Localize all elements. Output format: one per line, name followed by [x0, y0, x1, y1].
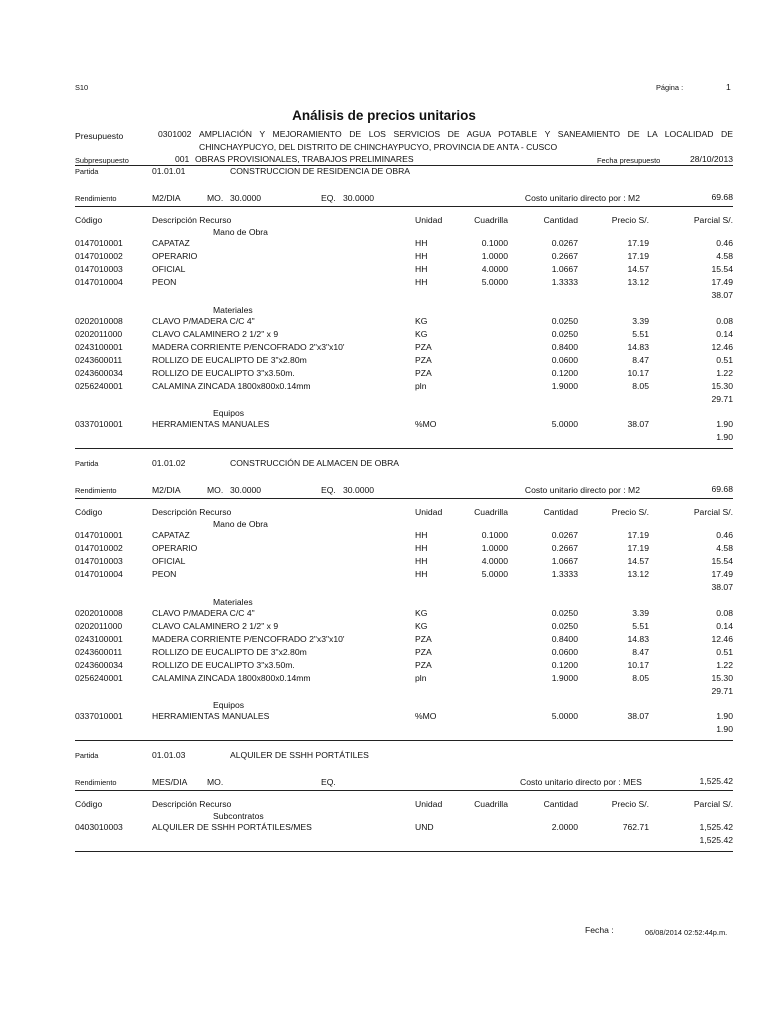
mo-label: MO.: [207, 485, 224, 495]
table-row: [0, 530, 768, 543]
partida-divider: [75, 448, 733, 449]
resource-code: 0243600011: [75, 354, 123, 365]
table-row: [0, 264, 768, 277]
col-unidad-header: Unidad: [415, 799, 443, 809]
group-subtotal: 38.07: [711, 582, 733, 593]
group-subtotal: 29.71: [711, 394, 733, 405]
partida-block: [0, 166, 768, 443]
resource-code: 0147010002: [75, 251, 123, 262]
col-cuadrilla-header: Cuadrilla: [474, 799, 508, 809]
resource-code: 0202010008: [75, 607, 123, 618]
resource-description: CLAVO P/MADERA C/C 4": [152, 315, 255, 326]
rendimiento-unit: M2/DIA: [152, 485, 181, 495]
resource-precio: 38.07: [627, 711, 649, 722]
resource-cantidad: 0.0250: [551, 620, 578, 631]
resource-code: 0243600011: [75, 646, 123, 657]
resource-cantidad: 1.3333: [551, 569, 578, 580]
resource-unit: KG: [415, 315, 428, 326]
resource-cantidad: 0.0600: [551, 354, 578, 365]
resource-unit: PZA: [415, 646, 432, 657]
resource-description: CLAVO P/MADERA C/C 4": [152, 607, 255, 618]
resource-description: CLAVO CALAMINERO 2 1/2" x 9: [152, 620, 279, 631]
mo-value: 30.0000: [230, 193, 262, 203]
partida-name: CONSTRUCCION DE RESIDENCIA DE OBRA: [230, 166, 411, 176]
resource-cantidad: 0.0267: [551, 238, 578, 248]
mo-label: MO.: [207, 777, 224, 787]
resource-unit: KG: [415, 620, 428, 631]
group-heading: Mano de Obra: [213, 227, 268, 237]
costo-unitario-label: Costo unitario directo por : M2: [524, 193, 640, 203]
resource-cantidad: 0.2667: [551, 543, 578, 554]
resource-cantidad: 0.8400: [551, 633, 578, 644]
costo-unitario-value: 69.68: [711, 484, 733, 494]
resource-unit: pln: [415, 381, 427, 391]
resource-precio: 13.12: [627, 569, 649, 580]
partida-divider: [75, 740, 733, 741]
resource-cantidad: 0.1200: [551, 367, 578, 378]
resource-unit: %MO: [415, 711, 437, 722]
resource-unit: PZA: [415, 354, 432, 365]
resource-parcial: 0.46: [716, 530, 733, 540]
resource-precio: 17.19: [627, 530, 649, 540]
resource-description: ROLLIZO DE EUCALIPTO 3"x3.50m.: [152, 659, 295, 670]
resource-code: 0202010008: [75, 315, 123, 326]
resource-code: 0243600034: [75, 367, 123, 378]
resource-precio: 14.57: [627, 264, 649, 275]
table-row: [0, 329, 768, 342]
resource-description: OFICIAL: [152, 556, 186, 567]
presupuesto-label: Presupuesto: [75, 131, 124, 141]
resource-parcial: 12.46: [711, 633, 733, 644]
resource-precio: 5.51: [632, 620, 649, 631]
resource-code: 0337010001: [75, 419, 123, 430]
resource-code: 0147010003: [75, 556, 123, 567]
subpresupuesto-desc: OBRAS PROVISIONALES, TRABAJOS PRELIMINARES: [195, 154, 414, 164]
table-row: [0, 381, 768, 394]
partida-block: [0, 458, 768, 735]
table-row: [0, 543, 768, 556]
col-unidad-header: Unidad: [415, 507, 443, 517]
table-row: [0, 277, 768, 290]
group-subtotal: 1.90: [716, 724, 733, 735]
group-heading: Materiales: [213, 304, 253, 315]
resource-precio: 3.39: [632, 315, 649, 326]
eq-value: 30.0000: [343, 193, 375, 203]
resource-parcial: 4.58: [716, 543, 733, 554]
resource-code: 0243600034: [75, 659, 123, 670]
resource-cantidad: 0.0250: [551, 315, 578, 326]
resource-description: ALQUILER DE SSHH PORTÁTILES/MES: [152, 822, 312, 832]
group-heading: Materiales: [213, 596, 253, 607]
resource-description: OPERARIO: [152, 543, 198, 554]
resource-precio: 14.83: [627, 633, 649, 644]
resource-parcial: 15.54: [711, 556, 733, 567]
col-descripcion-header: Descripción Recurso: [152, 215, 232, 225]
col-precio-header: Precio S/.: [611, 215, 649, 225]
col-cantidad-header: Cantidad: [543, 799, 578, 809]
eq-label: EQ.: [321, 193, 336, 203]
rendimiento-label: Rendimiento: [75, 486, 117, 495]
mo-value: 30.0000: [230, 485, 262, 495]
resource-cantidad: 1.9000: [551, 673, 578, 683]
resource-cantidad: 1.0667: [551, 264, 578, 275]
resource-description: OPERARIO: [152, 251, 198, 262]
costo-unitario-value: 69.68: [711, 192, 733, 202]
resource-parcial: 1.90: [716, 419, 733, 430]
resource-unit: HH: [415, 277, 428, 288]
table-row: [0, 238, 768, 251]
resource-cantidad: 1.0667: [551, 556, 578, 567]
rendimiento-label: Rendimiento: [75, 778, 117, 787]
resource-unit: HH: [415, 543, 428, 554]
group-subtotal: 1.90: [716, 432, 733, 443]
partida-label: Partida: [75, 167, 99, 176]
partida-name: ALQUILER DE SSHH PORTÁTILES: [230, 750, 369, 760]
table-row: [0, 608, 768, 621]
table-row: [0, 711, 768, 724]
partida-code: 01.01.02: [152, 458, 186, 468]
costo-unitario-value: 1,525.42: [699, 776, 733, 786]
resource-unit: PZA: [415, 659, 432, 670]
presupuesto-code: 0301002: [158, 129, 192, 139]
resource-description: HERRAMIENTAS MANUALES: [152, 711, 270, 722]
resource-unit: UND: [415, 822, 434, 832]
col-parcial-header: Parcial S/.: [693, 507, 733, 517]
resource-code: 0403010003: [75, 822, 123, 832]
costo-unitario-label: Costo unitario directo por : M2: [524, 485, 640, 495]
col-cuadrilla-header: Cuadrilla: [474, 215, 508, 225]
col-cantidad-header: Cantidad: [543, 507, 578, 517]
table-row: [0, 822, 768, 835]
table-row: [0, 647, 768, 660]
col-cantidad-header: Cantidad: [543, 215, 578, 225]
partida-divider: [75, 851, 733, 852]
table-row: [0, 569, 768, 582]
mo-label: MO.: [207, 193, 224, 203]
resource-cantidad: 5.0000: [551, 711, 578, 722]
resource-precio: 38.07: [627, 419, 649, 430]
resource-precio: 8.47: [632, 646, 649, 657]
table-row: [0, 419, 768, 432]
resource-cuadrilla: 5.0000: [481, 277, 508, 288]
fecha-presupuesto: 28/10/2013: [690, 154, 734, 164]
resource-cantidad: 2.0000: [551, 822, 578, 832]
resource-code: 0337010001: [75, 711, 123, 722]
resource-precio: 10.17: [627, 659, 649, 670]
table-row: [0, 634, 768, 647]
resource-parcial: 0.51: [716, 646, 733, 657]
rendimiento-label: Rendimiento: [75, 194, 117, 203]
resource-code: 0256240001: [75, 673, 123, 683]
resource-description: HERRAMIENTAS MANUALES: [152, 419, 270, 430]
resource-parcial: 1.22: [716, 659, 733, 670]
group-subtotal: 38.07: [711, 290, 733, 301]
resource-parcial: 15.30: [711, 381, 733, 391]
document-title: Análisis de precios unitarios: [292, 108, 476, 123]
subpresupuesto-code: 001: [175, 154, 190, 164]
partida-code: 01.01.01: [152, 166, 186, 176]
rendimiento-divider: [75, 790, 733, 791]
resource-description: ROLLIZO DE EUCALIPTO DE 3"x2.80m: [152, 646, 307, 657]
resource-precio: 8.05: [632, 381, 649, 391]
resource-unit: HH: [415, 251, 428, 262]
eq-value: 30.0000: [343, 485, 375, 495]
presupuesto-line2: CHINCHAYPUCYO, DEL DISTRITO DE CHINCHAYPUCYO, PROVINCIA DE ANTA - CUSCO: [199, 142, 558, 152]
subpresupuesto-label: Subpresupuesto: [75, 156, 129, 165]
rendimiento-divider: [75, 206, 733, 207]
partida-block: [0, 750, 768, 870]
resource-precio: 13.12: [627, 277, 649, 288]
resource-precio: 17.19: [627, 238, 649, 248]
resource-unit: HH: [415, 530, 428, 540]
resource-description: CALAMINA ZINCADA 1800x800x0.14mm: [152, 381, 311, 391]
resource-unit: HH: [415, 238, 428, 248]
partida-label: Partida: [75, 751, 99, 760]
resource-description: CALAMINA ZINCADA 1800x800x0.14mm: [152, 673, 311, 683]
resource-parcial: 17.49: [711, 569, 733, 580]
col-precio-header: Precio S/.: [611, 799, 649, 809]
resource-cuadrilla: 5.0000: [481, 569, 508, 580]
resource-parcial: 0.08: [716, 315, 733, 326]
col-codigo-header: Código: [75, 799, 103, 809]
resource-cuadrilla: 4.0000: [481, 556, 508, 567]
table-row: [0, 660, 768, 673]
resource-precio: 14.57: [627, 556, 649, 567]
presupuesto-line1: AMPLIACIÓN Y MEJORAMIENTO DE LOS SERVICIOS DE AGUA POTABLE Y SANEAMIENTO DE LA LOCALIDAD DE: [199, 129, 733, 139]
footer-fecha-value: 06/08/2014 02:52:44p.m.: [645, 928, 728, 937]
resource-precio: 3.39: [632, 607, 649, 618]
resource-cantidad: 5.0000: [551, 419, 578, 430]
col-precio-header: Precio S/.: [611, 507, 649, 517]
resource-unit: HH: [415, 556, 428, 567]
resource-cantidad: 0.2667: [551, 251, 578, 262]
table-row: [0, 368, 768, 381]
resource-unit: %MO: [415, 419, 437, 430]
resource-unit: KG: [415, 607, 428, 618]
group-heading: Equipos: [213, 700, 245, 711]
eq-label: EQ.: [321, 777, 336, 787]
group-heading: Mano de Obra: [213, 519, 268, 529]
col-descripcion-header: Descripción Recurso: [152, 799, 232, 809]
eq-label: EQ.: [321, 485, 336, 495]
table-row: [0, 621, 768, 634]
resource-cantidad: 0.0250: [551, 328, 578, 339]
resource-precio: 5.51: [632, 328, 649, 339]
resource-cantidad: 0.0600: [551, 646, 578, 657]
resource-unit: HH: [415, 569, 428, 580]
resource-parcial: 1.22: [716, 367, 733, 378]
table-row: [0, 342, 768, 355]
rendimiento-unit: M2/DIA: [152, 193, 181, 203]
resource-unit: KG: [415, 328, 428, 339]
resource-code: 0243100001: [75, 341, 123, 352]
resource-parcial: 0.51: [716, 354, 733, 365]
table-row: [0, 316, 768, 329]
resource-cantidad: 0.1200: [551, 659, 578, 670]
resource-code: 0243100001: [75, 633, 123, 644]
group-subtotal: 1,525.42: [699, 835, 733, 846]
partida-name: CONSTRUCCIÓN DE ALMACEN DE OBRA: [230, 458, 400, 468]
resource-parcial: 0.14: [716, 620, 733, 631]
resource-parcial: 4.58: [716, 251, 733, 262]
page-number: 1: [726, 82, 731, 92]
resource-cantidad: 0.0267: [551, 530, 578, 540]
fecha-presupuesto-label: Fecha presupuesto: [597, 156, 661, 165]
col-codigo-header: Código: [75, 507, 103, 517]
table-row: [0, 673, 768, 686]
table-row: [0, 251, 768, 264]
resource-code: 0147010001: [75, 238, 123, 248]
resource-code: 0147010003: [75, 264, 123, 275]
resource-code: 0202011000: [75, 328, 123, 339]
resource-unit: pln: [415, 673, 427, 683]
resource-code: 0147010002: [75, 543, 123, 554]
partida-label: Partida: [75, 459, 99, 468]
resource-code: 0147010004: [75, 277, 123, 288]
resource-parcial: 0.08: [716, 607, 733, 618]
table-row: [0, 556, 768, 569]
costo-unitario-label: Costo unitario directo por : MES: [520, 777, 642, 787]
resource-description: CAPATAZ: [152, 530, 190, 540]
resource-description: CAPATAZ: [152, 238, 190, 248]
group-heading: Equipos: [213, 408, 245, 419]
resource-parcial: 0.46: [716, 238, 733, 248]
resource-description: ROLLIZO DE EUCALIPTO 3"x3.50m.: [152, 367, 295, 378]
resource-code: 0147010001: [75, 530, 123, 540]
resource-parcial: 17.49: [711, 277, 733, 288]
resource-unit: PZA: [415, 341, 432, 352]
group-heading: Subcontratos: [213, 811, 264, 821]
resource-parcial: 15.30: [711, 673, 733, 683]
resource-cantidad: 0.8400: [551, 341, 578, 352]
resource-precio: 762.71: [622, 822, 649, 832]
rendimiento-unit: MES/DIA: [152, 777, 188, 787]
footer-fecha-label: Fecha :: [585, 925, 614, 935]
resource-code: 0202011000: [75, 620, 123, 631]
col-parcial-header: Parcial S/.: [693, 215, 733, 225]
resource-description: ROLLIZO DE EUCALIPTO DE 3"x2.80m: [152, 354, 307, 365]
resource-description: MADERA CORRIENTE P/ENCOFRADO 2"x3"x10': [152, 341, 345, 352]
resource-precio: 8.05: [632, 673, 649, 683]
resource-cuadrilla: 4.0000: [481, 264, 508, 275]
resource-precio: 8.47: [632, 354, 649, 365]
resource-precio: 10.17: [627, 367, 649, 378]
col-descripcion-header: Descripción Recurso: [152, 507, 232, 517]
resource-parcial: 1,525.42: [699, 822, 733, 832]
resource-cuadrilla: 0.1000: [481, 238, 508, 248]
resource-cuadrilla: 1.0000: [481, 251, 508, 262]
resource-cuadrilla: 1.0000: [481, 543, 508, 554]
resource-precio: 17.19: [627, 543, 649, 554]
table-row: [0, 355, 768, 368]
resource-cantidad: 0.0250: [551, 607, 578, 618]
page-label: Página :: [656, 83, 684, 92]
resource-parcial: 0.14: [716, 328, 733, 339]
resource-cuadrilla: 0.1000: [481, 530, 508, 540]
rendimiento-divider: [75, 498, 733, 499]
resource-description: PEON: [152, 569, 177, 580]
col-cuadrilla-header: Cuadrilla: [474, 507, 508, 517]
resource-precio: 17.19: [627, 251, 649, 262]
resource-parcial: 12.46: [711, 341, 733, 352]
resource-description: PEON: [152, 277, 177, 288]
col-codigo-header: Código: [75, 215, 103, 225]
resource-cantidad: 1.9000: [551, 381, 578, 391]
system-code: S10: [75, 83, 89, 92]
resource-parcial: 15.54: [711, 264, 733, 275]
resource-parcial: 1.90: [716, 711, 733, 722]
resource-description: CLAVO CALAMINERO 2 1/2" x 9: [152, 328, 279, 339]
resource-code: 0147010004: [75, 569, 123, 580]
resource-precio: 14.83: [627, 341, 649, 352]
col-parcial-header: Parcial S/.: [693, 799, 733, 809]
resource-unit: PZA: [415, 367, 432, 378]
resource-description: OFICIAL: [152, 264, 186, 275]
resource-code: 0256240001: [75, 381, 123, 391]
resource-unit: HH: [415, 264, 428, 275]
resource-unit: PZA: [415, 633, 432, 644]
group-subtotal: 29.71: [711, 686, 733, 697]
resource-cantidad: 1.3333: [551, 277, 578, 288]
partida-code: 01.01.03: [152, 750, 186, 760]
col-unidad-header: Unidad: [415, 215, 443, 225]
resource-description: MADERA CORRIENTE P/ENCOFRADO 2"x3"x10': [152, 633, 345, 644]
